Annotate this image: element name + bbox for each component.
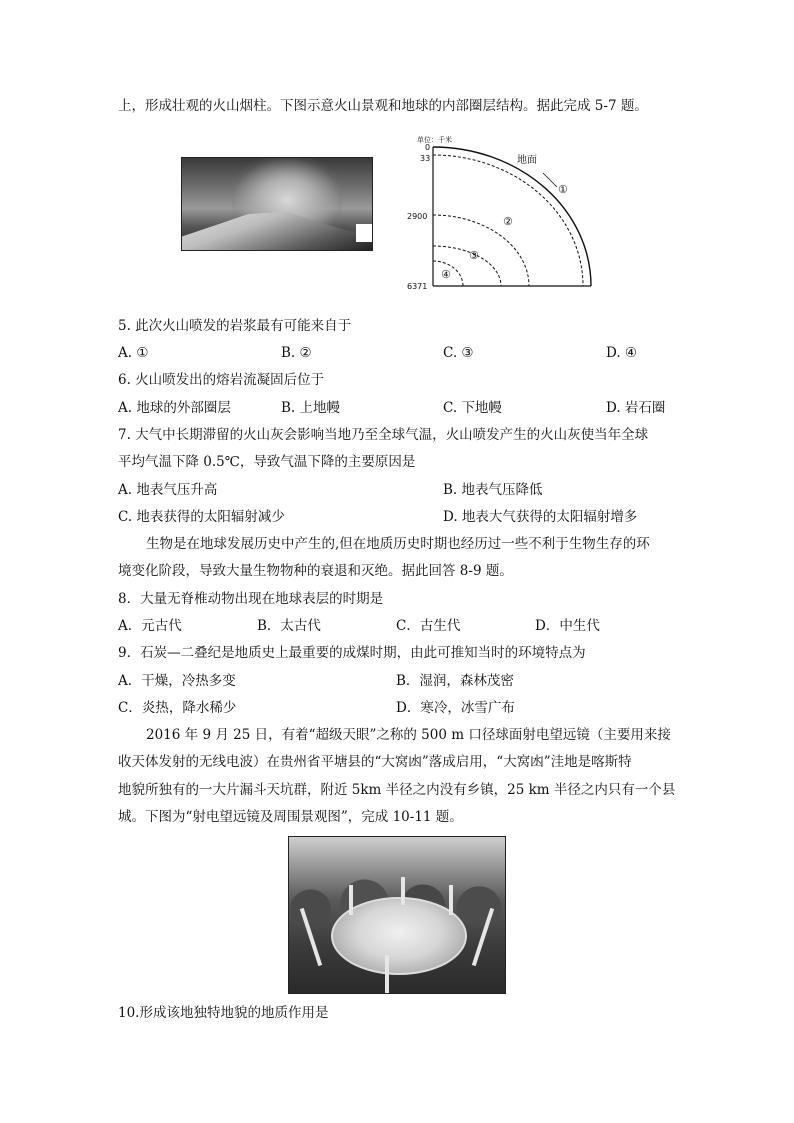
q9-option-c[interactable]: C．炎热，降水稀少 [118, 700, 237, 716]
question-9-stem: 9．石炭—二叠纪是地质史上最重要的成煤时期，由此可推知当时的环境特点为 [118, 645, 586, 661]
q8-option-d[interactable]: D．中生代 [535, 618, 600, 634]
question-8-stem: 8．大量无脊椎动物出现在地球表层的时期是 [118, 591, 384, 607]
depth-label-0: 0 [425, 143, 431, 152]
question-6-stem: 6. 火山喷发出的熔岩流凝固后位于 [118, 372, 325, 388]
radio-telescope-photo [288, 836, 506, 994]
passage3-line3: 地貌所独有的一大片漏斗天坑群，附近 5km 半径之内没有乡镇，25 km 半径之内只有一个县 [118, 782, 676, 798]
q5-option-a[interactable]: A. ① [118, 345, 149, 361]
q7-option-a[interactable]: A. 地表气压升高 [118, 482, 218, 498]
question-10-stem: 10.形成该地独特地貌的地质作用是 [118, 1005, 329, 1021]
q7-option-c[interactable]: C. 地表获得的太阳辐射减少 [118, 509, 285, 525]
q9-option-d[interactable]: D．寒冷，冰雪广布 [396, 700, 515, 716]
passage2-line2: 境变化阶段，导致大量生物物种的衰退和灭绝。据此回答 8-9 题。 [118, 563, 513, 579]
q7-option-b[interactable]: B. 地表气压降低 [443, 482, 543, 498]
q7-option-d[interactable]: D. 地表大气获得的太阳辐射增多 [443, 509, 638, 525]
question-7-stem-line2: 平均气温下降 0.5℃，导致气温下降的主要原因是 [118, 454, 416, 470]
q5-option-c[interactable]: C. ③ [443, 345, 474, 361]
marker-1: ① [558, 183, 568, 196]
marker-3: ③ [469, 249, 479, 262]
surface-label: 地面 [517, 155, 537, 166]
depth-label-6371: 6371 [407, 282, 428, 291]
q8-option-b[interactable]: B．太古代 [257, 618, 321, 634]
passage2-line1: 生物是在地球发展历史中产生的,但在地质历史时期也经历过一些不利于生物生存的环 [146, 536, 650, 552]
q6-option-c[interactable]: C. 下地幔 [443, 400, 502, 416]
marker-2: ② [503, 215, 513, 228]
q9-option-b[interactable]: B．湿润，森林茂密 [396, 673, 514, 689]
question-7-stem-line1: 7. 大气中长期滞留的火山灰会影响当地乃至全球气温，火山喷发产生的火山灰使当年全球 [118, 427, 649, 443]
depth-label-2900: 2900 [407, 212, 428, 221]
intro-line: 上，形成壮观的火山烟柱。下图示意火山景观和地球的内部圈层结构。据此完成 5-7 题。 [118, 98, 648, 114]
question-5-stem: 5. 此次火山喷发的岩浆最有可能来自于 [118, 318, 352, 334]
q6-option-a[interactable]: A. 地球的外部圈层 [118, 400, 231, 416]
q8-option-a[interactable]: A．元古代 [118, 618, 182, 634]
q9-option-a[interactable]: A．干燥，冷热多变 [118, 673, 236, 689]
diagram-unit-label: 单位：千米 [417, 136, 452, 144]
passage3-line4: 城。下图为“射电望远镜及周围景观图”，完成 10-11 题。 [118, 809, 463, 825]
volcano-photo [181, 157, 373, 251]
passage3-line2: 收天体发射的无线电波）在贵州省平塘县的“大窝凼”落成启用，“大窝凼”洼地是喀斯特 [118, 754, 632, 770]
earth-structure-diagram [395, 133, 605, 293]
marker-4: ④ [441, 268, 451, 281]
q6-option-d[interactable]: D. 岩石圈 [606, 400, 666, 416]
q6-option-b[interactable]: B. 上地幔 [281, 400, 341, 416]
passage3-line1: 2016 年 9 月 25 日，有着“超级天眼”之称的 500 m 口径球面射电望远镜（主要用来接 [146, 727, 671, 743]
q5-option-b[interactable]: B. ② [281, 345, 312, 361]
q8-option-c[interactable]: C．古生代 [396, 618, 461, 634]
q5-option-d[interactable]: D. ④ [606, 345, 638, 361]
depth-label-33: 33 [420, 154, 431, 163]
